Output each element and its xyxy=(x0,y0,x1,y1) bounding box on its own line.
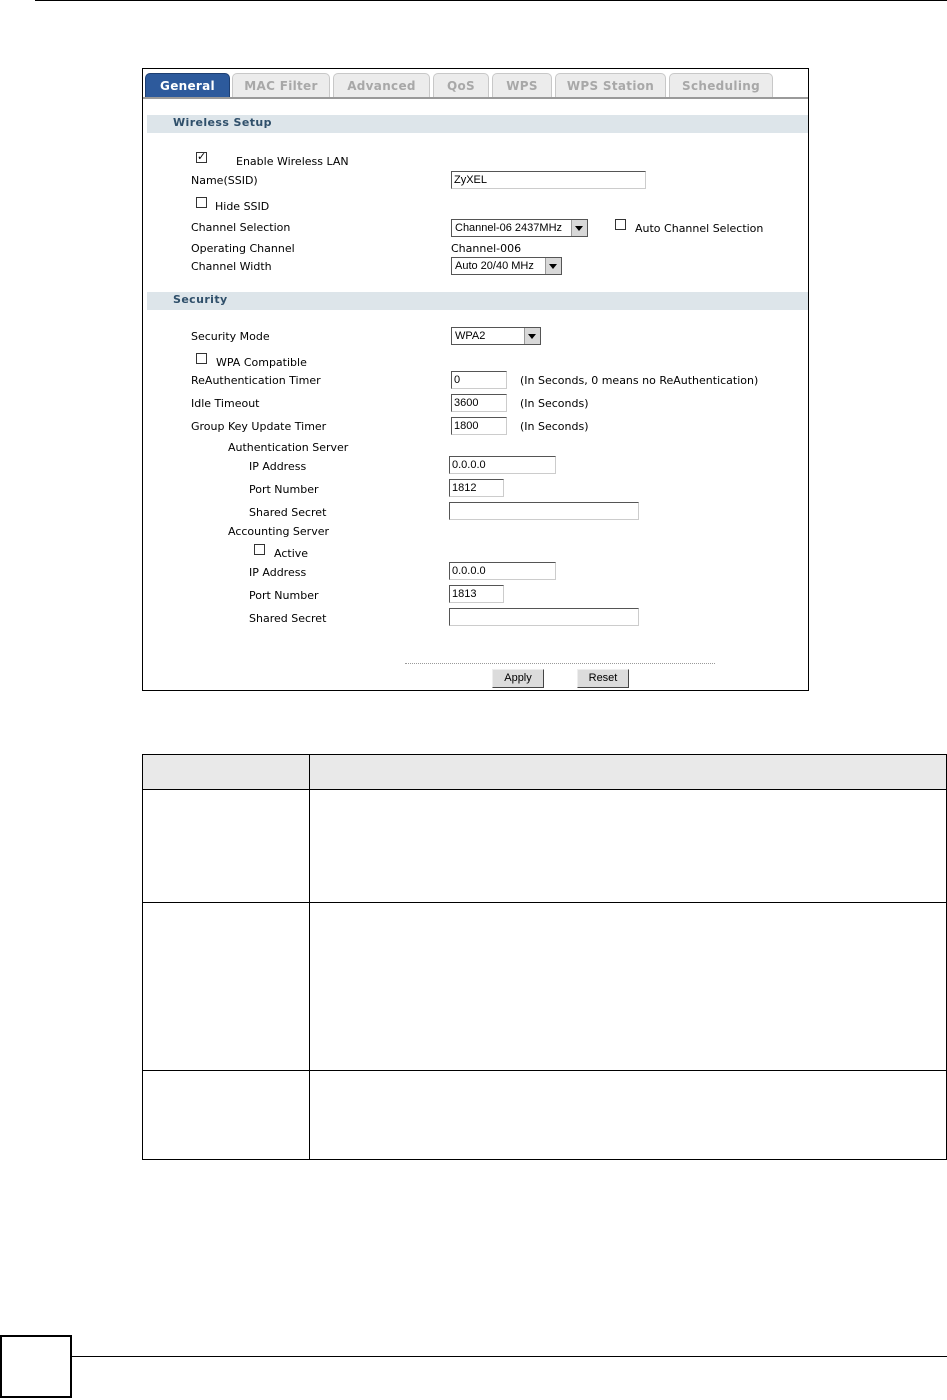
wireless-setup-header xyxy=(147,115,808,133)
idle-timeout-input[interactable]: 3600 xyxy=(451,394,507,412)
auth-server-title: Authentication Server xyxy=(228,441,349,454)
reauth-timer-note: (In Seconds, 0 means no ReAuthentication) xyxy=(520,374,759,387)
acct-port-label: Port Number xyxy=(249,589,319,602)
group-key-input[interactable]: 1800 xyxy=(451,417,507,435)
idle-timeout-label: Idle Timeout xyxy=(191,397,260,410)
channel-select-value: Channel-06 2437MHz xyxy=(455,222,563,234)
idle-timeout-note: (In Seconds) xyxy=(520,397,589,410)
acct-active-label: Active xyxy=(274,547,309,560)
table-rule xyxy=(142,1070,947,1071)
wireless-general-screenshot xyxy=(142,68,809,691)
auth-ip-label: IP Address xyxy=(249,460,307,473)
channel-width-value: Auto 20/40 MHz xyxy=(455,260,534,272)
tab-wps[interactable]: WPS xyxy=(492,73,552,97)
group-key-label: Group Key Update Timer xyxy=(191,420,327,433)
table-rule xyxy=(142,902,947,903)
apply-button[interactable]: Apply xyxy=(492,669,544,688)
footer-rule xyxy=(72,1356,947,1357)
table-rule xyxy=(142,1159,947,1160)
wpa-compatible-checkbox[interactable] xyxy=(196,353,207,364)
operating-channel-label: Operating Channel xyxy=(191,242,295,255)
auth-secret-label: Shared Secret xyxy=(249,506,327,519)
table-header-row xyxy=(142,754,947,789)
acct-ip-label: IP Address xyxy=(249,566,307,579)
auto-channel-checkbox[interactable] xyxy=(615,219,626,230)
enable-wireless-checkbox[interactable] xyxy=(196,152,207,163)
acct-port-input[interactable]: 1813 xyxy=(449,585,504,603)
table-rule xyxy=(142,754,143,1160)
channel-width-label: Channel Width xyxy=(191,260,272,273)
acct-secret-input[interactable] xyxy=(449,608,639,626)
tab-qos[interactable]: QoS xyxy=(433,73,489,97)
auth-port-label: Port Number xyxy=(249,483,319,496)
channel-selection-label: Channel Selection xyxy=(191,221,291,234)
tab-scheduling[interactable]: Scheduling xyxy=(669,73,773,97)
auth-secret-input[interactable] xyxy=(449,502,639,520)
chevron-down-icon xyxy=(545,258,561,274)
table-rule xyxy=(142,754,947,755)
hide-ssid-label: Hide SSID xyxy=(215,200,270,213)
tab-mac-filter[interactable]: MAC Filter xyxy=(232,73,330,97)
ssid-input[interactable]: ZyXEL xyxy=(451,171,646,189)
table-rule xyxy=(309,754,310,1160)
reauth-timer-input[interactable]: 0 xyxy=(451,371,507,389)
security-mode-label: Security Mode xyxy=(191,330,270,343)
tab-bar xyxy=(143,69,808,99)
security-mode-select[interactable] xyxy=(451,327,541,345)
acct-active-checkbox[interactable] xyxy=(254,544,265,555)
operating-channel-value: Channel-006 xyxy=(451,242,522,255)
auto-channel-label: Auto Channel Selection xyxy=(635,222,764,235)
wireless-setup-title: Wireless Setup xyxy=(173,116,272,129)
auth-ip-input[interactable]: 0.0.0.0 xyxy=(449,456,556,474)
security-title: Security xyxy=(173,293,228,306)
acct-server-title: Accounting Server xyxy=(228,525,329,538)
chevron-down-icon xyxy=(524,328,540,344)
reset-button[interactable]: Reset xyxy=(577,669,629,688)
hide-ssid-checkbox[interactable] xyxy=(196,197,207,208)
wpa-compatible-label: WPA Compatible xyxy=(216,356,307,369)
security-header xyxy=(147,292,808,310)
group-key-note: (In Seconds) xyxy=(520,420,589,433)
page-number-box xyxy=(0,1335,72,1398)
reauth-timer-label: ReAuthentication Timer xyxy=(191,374,321,387)
tab-general[interactable]: General xyxy=(145,73,230,97)
chevron-down-icon xyxy=(571,220,587,236)
table-rule xyxy=(142,789,947,790)
enable-wireless-label: Enable Wireless LAN xyxy=(236,155,349,168)
auth-port-input[interactable]: 1812 xyxy=(449,479,504,497)
field-description-table xyxy=(142,754,947,1160)
channel-select[interactable] xyxy=(451,219,588,237)
channel-width-select[interactable] xyxy=(451,257,562,275)
acct-secret-label: Shared Secret xyxy=(249,612,327,625)
ssid-label: Name(SSID) xyxy=(191,174,258,187)
divider xyxy=(405,663,715,664)
acct-ip-input[interactable]: 0.0.0.0 xyxy=(449,562,556,580)
tab-wps-station[interactable]: WPS Station xyxy=(555,73,666,97)
header-rule xyxy=(35,0,947,1)
security-mode-value: WPA2 xyxy=(455,330,486,342)
tab-advanced[interactable]: Advanced xyxy=(333,73,430,97)
